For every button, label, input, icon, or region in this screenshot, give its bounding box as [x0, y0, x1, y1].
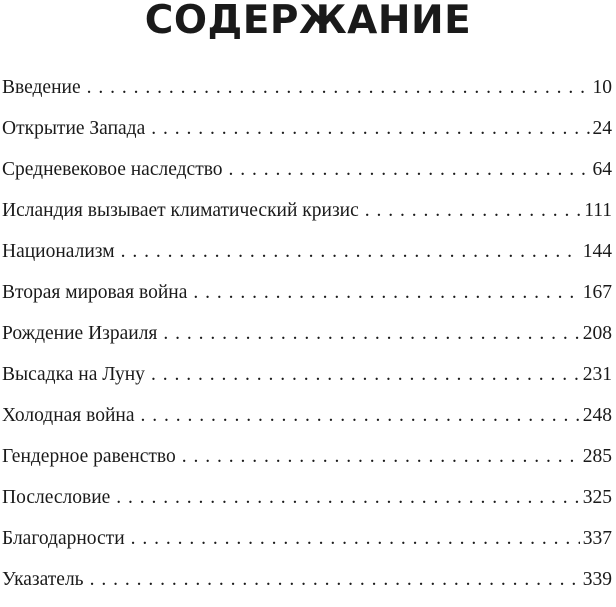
toc-entry[interactable] — [2, 484, 612, 525]
dot-leader — [365, 197, 581, 225]
toc-entry-title: Рождение Израиля — [2, 323, 158, 344]
dot-leader — [193, 279, 579, 307]
toc-entry[interactable] — [2, 525, 612, 566]
dot-leader — [116, 484, 579, 512]
toc-entry-title: Введение — [2, 77, 81, 98]
toc-entry-title: Холодная война — [2, 405, 135, 426]
toc-entry[interactable] — [2, 566, 612, 607]
toc-list — [2, 74, 612, 607]
toc-entry[interactable] — [2, 443, 612, 484]
toc-entry[interactable] — [2, 238, 612, 279]
toc-entry-title: Вторая мировая война — [2, 282, 188, 303]
toc-entry-title: Средневековое наследство — [2, 159, 223, 180]
toc-entry[interactable] — [2, 361, 612, 402]
dot-leader — [163, 320, 579, 348]
dot-leader — [151, 115, 589, 143]
dot-leader — [87, 74, 590, 102]
toc-page-number: 339 — [582, 569, 612, 590]
toc-entry-title: Указатель — [2, 569, 84, 590]
toc-entry-title: Благодарности — [2, 528, 125, 549]
dot-leader — [131, 525, 580, 553]
toc-page-number: 285 — [582, 446, 612, 467]
toc-entry-title: Национализм — [2, 241, 115, 262]
toc-entry-title: Открытие Запада — [2, 118, 146, 139]
dot-leader — [121, 238, 580, 266]
dot-leader — [182, 443, 580, 471]
toc-entry[interactable] — [2, 115, 612, 156]
toc-page-number: 10 — [592, 77, 612, 98]
toc-page-number: 111 — [584, 200, 612, 221]
toc-page-number: 231 — [582, 364, 612, 385]
dot-leader — [90, 566, 580, 594]
dot-leader — [229, 156, 590, 184]
toc-page-number: 24 — [592, 118, 612, 139]
toc-page-number: 248 — [582, 405, 612, 426]
toc-entry[interactable] — [2, 320, 612, 361]
toc-entry-title: Гендерное равенство — [2, 446, 176, 467]
toc-entry[interactable] — [2, 156, 612, 197]
toc-entry[interactable] — [2, 402, 612, 443]
toc-entry-title: Высадка на Луну — [2, 364, 145, 385]
toc-entry[interactable] — [2, 197, 612, 238]
toc-page-number: 167 — [582, 282, 612, 303]
dot-leader — [140, 402, 579, 430]
page-title: СОДЕРЖАНИЕ — [144, 0, 472, 43]
toc-page-number: 337 — [582, 528, 612, 549]
toc-entry-title: Исландия вызывает климатический кризис — [2, 200, 359, 221]
dot-leader — [151, 361, 580, 389]
toc-entry[interactable] — [2, 279, 612, 320]
toc-entry-title: Послесловие — [2, 487, 111, 508]
toc-page-number: 144 — [582, 241, 612, 262]
toc-page-number: 64 — [592, 159, 612, 180]
toc-page-number: 208 — [582, 323, 612, 344]
toc-page-number: 325 — [582, 487, 612, 508]
toc-entry[interactable] — [2, 74, 612, 115]
